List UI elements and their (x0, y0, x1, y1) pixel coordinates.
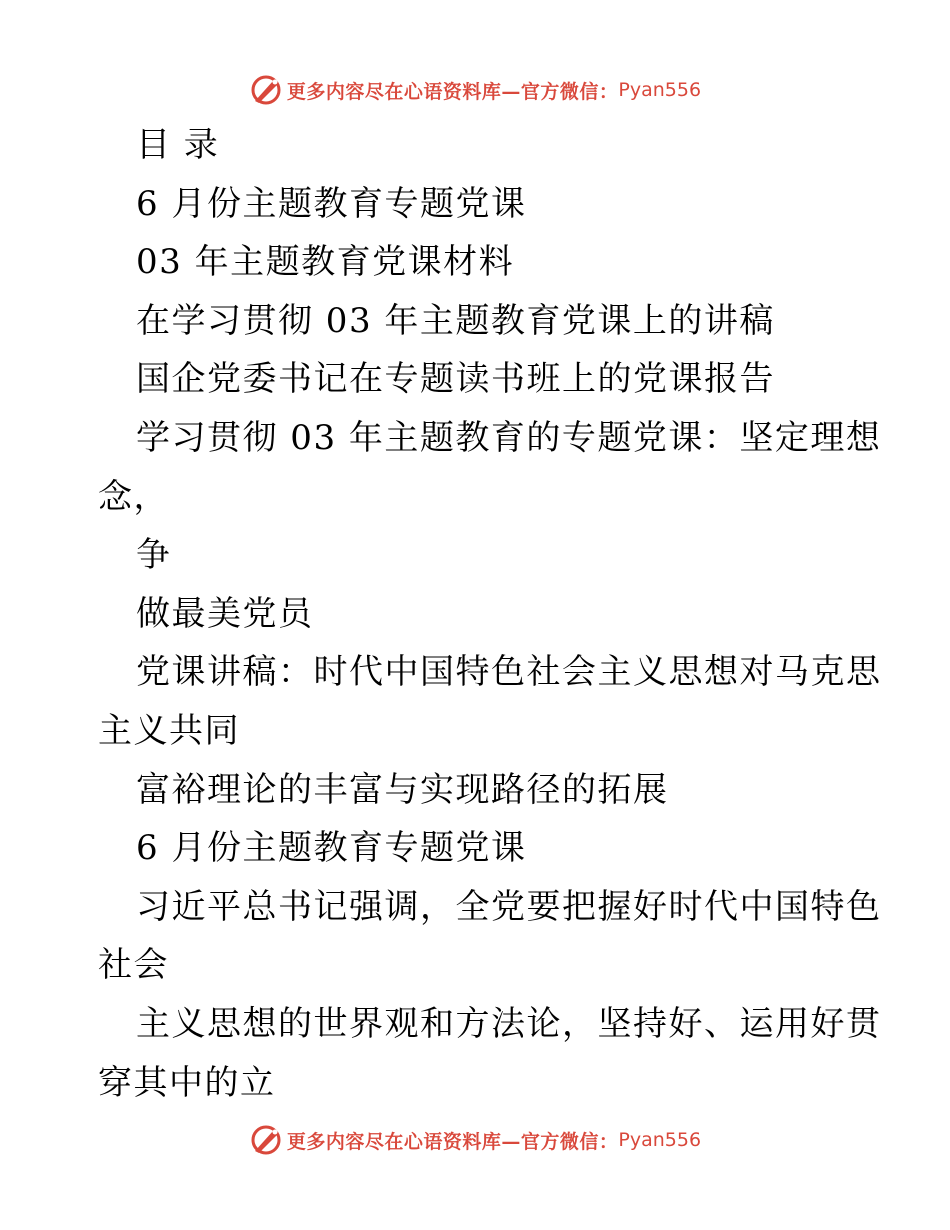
text-line: 党课讲稿：时代中国特色社会主义思想对马克思 (136, 652, 882, 693)
text-line: 穿其中的立 (98, 1062, 276, 1103)
text-line: 学习贯彻 03 年主题教育的专题党课：坚定理想 (136, 417, 882, 458)
text-line: 主义思想的世界观和方法论，坚持好、运用好贯 (136, 1003, 882, 1044)
banner-wechat-id: Pyan556 (618, 79, 702, 101)
text-line: 念， (98, 476, 169, 517)
text-line: 富裕理论的丰富与实现路径的拓展 (136, 769, 669, 810)
text-line: 03 年主题教育党课材料 (136, 242, 515, 283)
text-line: 6 月份主题教育专题党课 (136, 183, 527, 224)
banner-wechat-id: Pyan556 (618, 1129, 702, 1151)
text-line: 国企党委书记在专题读书班上的党课报告 (136, 359, 775, 400)
text-line: 6 月份主题教育专题党课 (136, 828, 527, 869)
banner-text: 更多内容尽在心语资料库—官方微信： (286, 1130, 619, 1153)
footer-banner (0, 1120, 950, 1160)
banner-text: 更多内容尽在心语资料库—官方微信： (286, 80, 619, 103)
text-line: 习近平总书记强调，全党要把握好时代中国特色 (136, 886, 882, 927)
text-line: 争 (136, 535, 172, 576)
text-line: 做最美党员 (136, 593, 314, 634)
text-line: 目 录 (136, 125, 220, 165)
header-banner (0, 70, 950, 110)
text-line: 主义共同 (98, 710, 240, 751)
document-body (98, 116, 882, 1112)
pen-logo-icon (249, 73, 283, 107)
text-line: 社会 (98, 945, 169, 986)
pen-logo-icon (249, 1123, 283, 1157)
text-line: 在学习贯彻 03 年主题教育党课上的讲稿 (136, 300, 775, 341)
